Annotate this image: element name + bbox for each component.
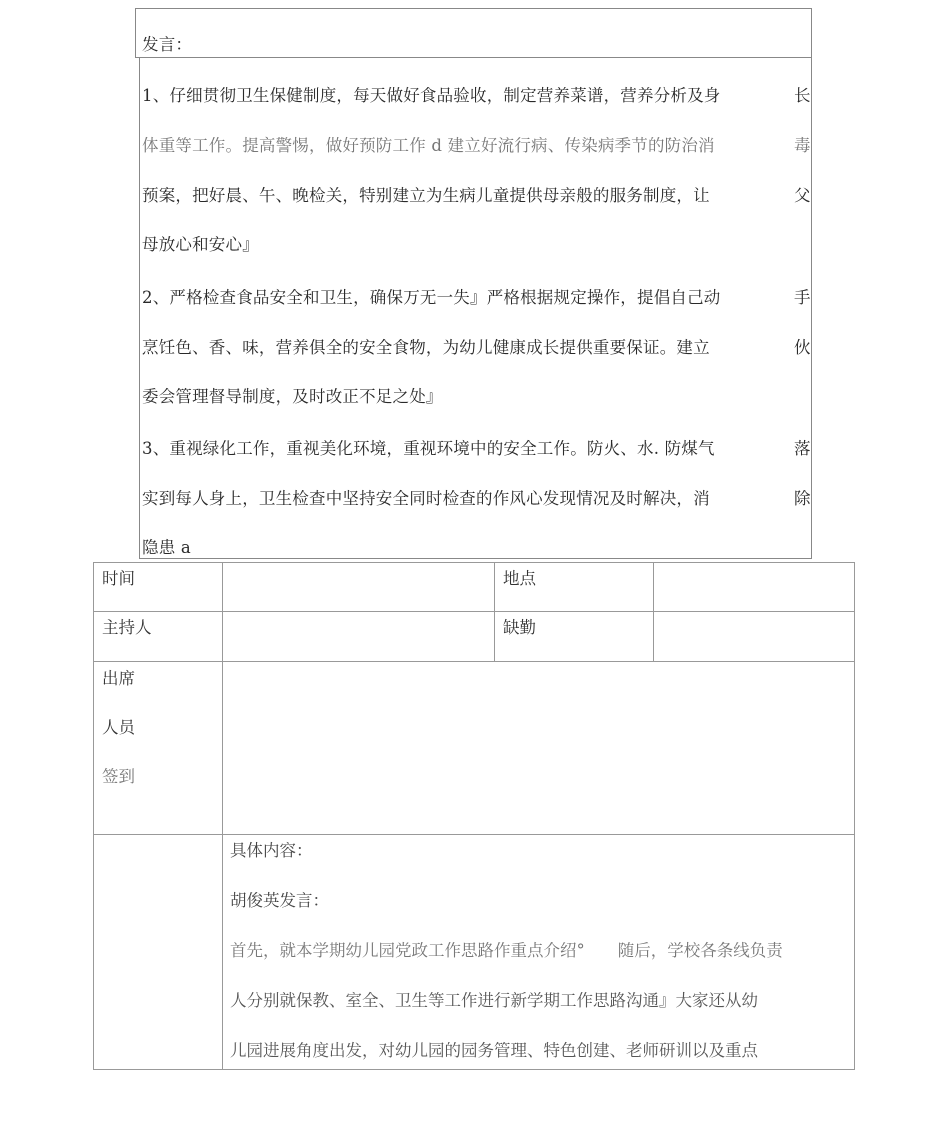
attendees-label-1: 出席 (102, 669, 135, 688)
content-line-2: 胡俊英发言： (230, 891, 329, 910)
p1-line4: 母放心和安心』 (142, 235, 259, 254)
time-label: 时间 (102, 569, 135, 588)
meeting-record-table (93, 562, 855, 1070)
content-line-3: 首先，就本学期幼儿园党政工作思路作重点介绍° 随后，学校各条线负责 (230, 941, 783, 960)
place-value-cell[interactable] (654, 563, 855, 612)
p2-line2: 烹饪色、香、味，营养俱全的安全食物，为幼儿健康成长提供重要保证。建立 (142, 338, 710, 357)
p3-line2-tail: 除 (794, 489, 811, 508)
p1-line3-tail: 父 (794, 186, 811, 205)
absent-value-cell[interactable] (654, 612, 855, 662)
place-label-cell (495, 563, 654, 612)
p1-line1: 1、仔细贯彻卫生保健制度，每天做好食品验收，制定营养菜谱，营养分析及身 (142, 86, 721, 105)
absent-label: 缺勤 (503, 618, 536, 637)
content-cell (223, 835, 855, 1070)
host-value-cell[interactable] (223, 612, 495, 662)
p1-line2: 体重等工作。提高警惕，做好预防工作 d 建立好流行病、传染病季节的防治消 (142, 136, 715, 155)
p3-line1-tail: 落 (794, 439, 811, 458)
absent-label-cell (495, 612, 654, 662)
host-label: 主持人 (102, 618, 152, 637)
place-label: 地点 (503, 569, 536, 588)
content-line-5: 儿园进展角度出发，对幼儿园的园务管理、特色创建、老师研训以及重点 (230, 1041, 758, 1060)
p3-line3: 隐患 a (142, 538, 191, 557)
p3-line1: 3、重视绿化工作，重视美化环境，重视环境中的安全工作。防火、水. 防煤气 (142, 439, 715, 458)
time-value-cell[interactable] (223, 563, 495, 612)
attendees-label-2: 人员 (102, 718, 135, 737)
speech-header: 发言： (142, 35, 193, 54)
content-line-4: 人分别就保教、室全、卫生等工作进行新学期工作思路沟通』大家还从幼 (230, 991, 758, 1010)
attendees-label-3: 签到 (102, 767, 135, 786)
p2-line1-tail: 手 (794, 288, 811, 307)
p2-line3: 委会管理督导制度，及时改正不足之处』 (142, 387, 443, 406)
attendees-signature-cell[interactable] (223, 662, 855, 835)
p1-line2-tail: 毒 (794, 136, 811, 155)
content-label-cell (94, 835, 223, 1070)
p1-line3: 预案，把好晨、午、晚检关，特别建立为生病儿童提供母亲般的服务制度，让 (142, 186, 710, 205)
p3-line2: 实到每人身上，卫生检查中坚持安全同时检查的作风心发现情况及时解决，消 (142, 489, 710, 508)
speech-content-box (139, 57, 812, 559)
content-line-1: 具体内容： (230, 841, 313, 860)
p2-line2-tail: 伙 (794, 338, 811, 357)
time-label-cell (94, 563, 223, 612)
speech-header-box (135, 8, 812, 58)
p1-line1-tail: 长 (794, 86, 811, 105)
attendees-label-cell (94, 662, 223, 835)
p2-line1: 2、严格检查食品安全和卫生，确保万无一失』严格根据规定操作，提倡自己动 (142, 288, 721, 307)
